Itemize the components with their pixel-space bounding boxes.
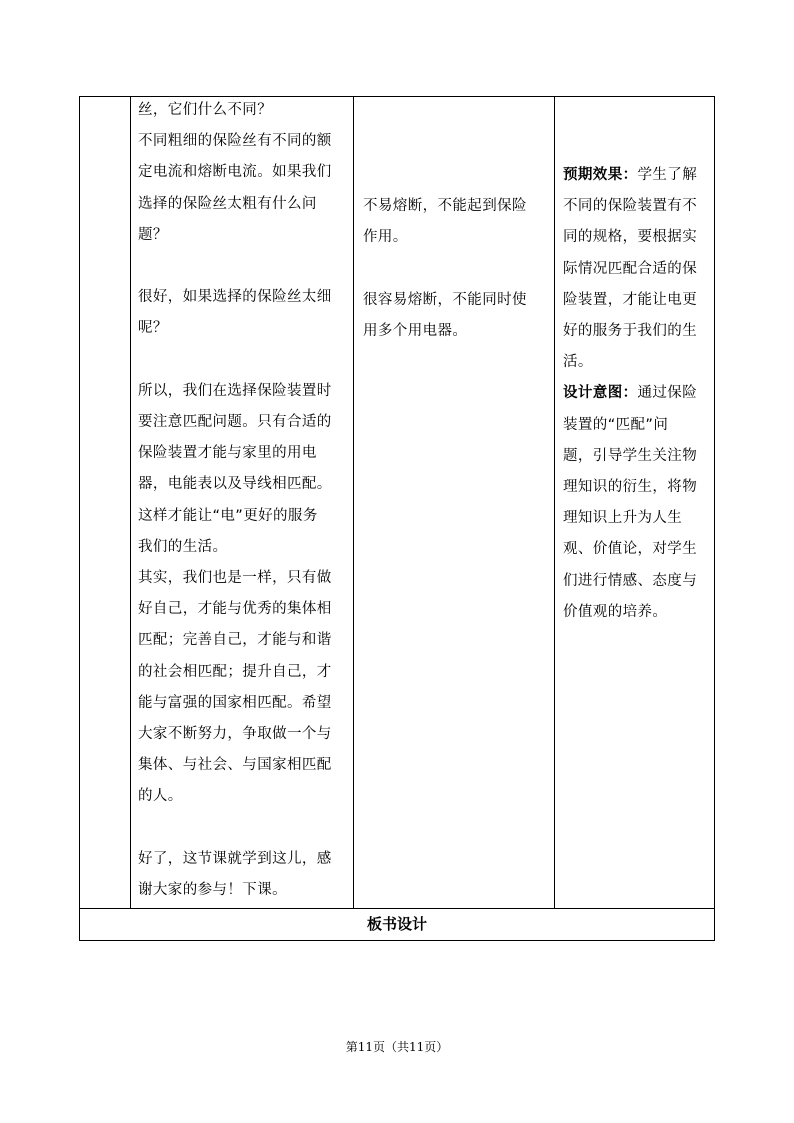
teacher-text-line: 选择的保险丝太粗有什么问: [138, 195, 317, 212]
table-bottom-border: [79, 940, 715, 941]
blank-line: [138, 813, 350, 844]
column-divider-2: [353, 96, 354, 908]
expected-effect-line: 活。: [563, 354, 593, 371]
student-text-line: 用多个用电器。: [363, 322, 468, 339]
expected-effect-line: 好的服务于我们的生: [563, 323, 698, 340]
teacher-text-line: 保险装置才能与家里的用电: [138, 445, 317, 462]
design-intent-line: 们进行情感、态度与: [563, 572, 698, 589]
expected-effect-line: 际情况匹配合适的保: [563, 260, 698, 277]
student-activity-cell: [363, 191, 551, 347]
teacher-text-line: 集体、与社会、与国家相匹配: [138, 757, 332, 774]
column-divider-3: [554, 96, 555, 908]
expected-effect-paragraph: [563, 160, 713, 191]
board-design-title: 板书设计: [366, 915, 427, 933]
teacher-text-line: 呢？: [138, 320, 168, 337]
expected-effect-line: 不同的保险装置有不: [563, 198, 698, 215]
blank-line: [363, 253, 551, 284]
blank-line: [138, 345, 350, 376]
design-intent-line: 价值观的培养。: [563, 603, 668, 620]
design-intent-line: 观、价值论，对学生: [563, 541, 698, 558]
column-divider-1: [130, 96, 131, 908]
teacher-text-line: 所以，我们在选择保险装置时: [138, 382, 332, 399]
teacher-text-line: 大家不断努力，争取做一个与: [138, 726, 332, 743]
teacher-text-line: 能与富强的国家相匹配。希望: [138, 694, 332, 711]
lesson-table: [79, 96, 715, 941]
teacher-text-line: 要注意匹配问题。只有合适的: [138, 414, 332, 430]
teacher-text-line: 我们的生活。: [138, 538, 228, 555]
design-intent-line: 题，引导学生关注物: [563, 447, 698, 464]
student-text-line: 作用。: [363, 229, 408, 246]
design-intent-cell: [563, 160, 713, 628]
teacher-activity-cell: [138, 95, 350, 906]
teacher-text-line: 匹配；完善自己，才能与和谐: [138, 632, 332, 649]
teacher-text-line: 很好，如果选择的保险丝太细: [138, 289, 332, 306]
teacher-text-line: 不同粗细的保险丝有不同的额: [138, 133, 332, 150]
teacher-text-line: 其实，我们也是一样，只有做: [138, 570, 332, 587]
teacher-text-line: 好自己，才能与优秀的集体相: [138, 601, 332, 618]
teacher-text-line: 器，电能表以及导线相匹配。: [138, 476, 332, 493]
page-footer: 第11页（共11页）: [345, 1040, 449, 1054]
student-text-line: 不易熔断，不能起到保险: [363, 198, 527, 214]
expected-effect-label: 预期效果：: [563, 167, 638, 183]
teacher-text-line: 丝，它们什么不同？: [138, 102, 273, 118]
student-text-line: 很容易熔断，不能同时使: [363, 291, 527, 308]
design-intent-label: 设计意图：: [563, 385, 638, 402]
expected-effect-line-0: 学生了解: [637, 167, 698, 183]
expected-effect-line: 同的规格，要根据实: [563, 229, 698, 246]
teacher-text-line: 定电流和熔断电流。如果我们: [138, 164, 332, 181]
design-intent-line-0: 通过保险: [637, 385, 698, 402]
design-intent-paragraph: [563, 378, 713, 409]
teacher-text-line: 谢大家的参与！下课。: [138, 882, 287, 899]
blank-line: [138, 251, 350, 282]
teacher-text-line: 的人。: [138, 788, 183, 805]
teacher-text-line: 好了，这节课就学到这儿，感: [138, 850, 332, 867]
table-left-border: [79, 96, 80, 941]
teacher-text-line: 这样才能让“电”更好的服务: [138, 507, 318, 524]
design-intent-line: 理知识上升为人生: [563, 510, 683, 527]
design-intent-line: 装置的“匹配”问: [563, 416, 669, 433]
teacher-text-line: 题？: [138, 226, 168, 243]
design-intent-line: 理知识的衍生，将物: [563, 479, 698, 496]
expected-effect-line: 险装置，才能让电更: [563, 291, 698, 308]
teacher-text-line: 的社会相匹配；提升自己，才: [138, 663, 332, 680]
table-right-border: [714, 96, 715, 941]
